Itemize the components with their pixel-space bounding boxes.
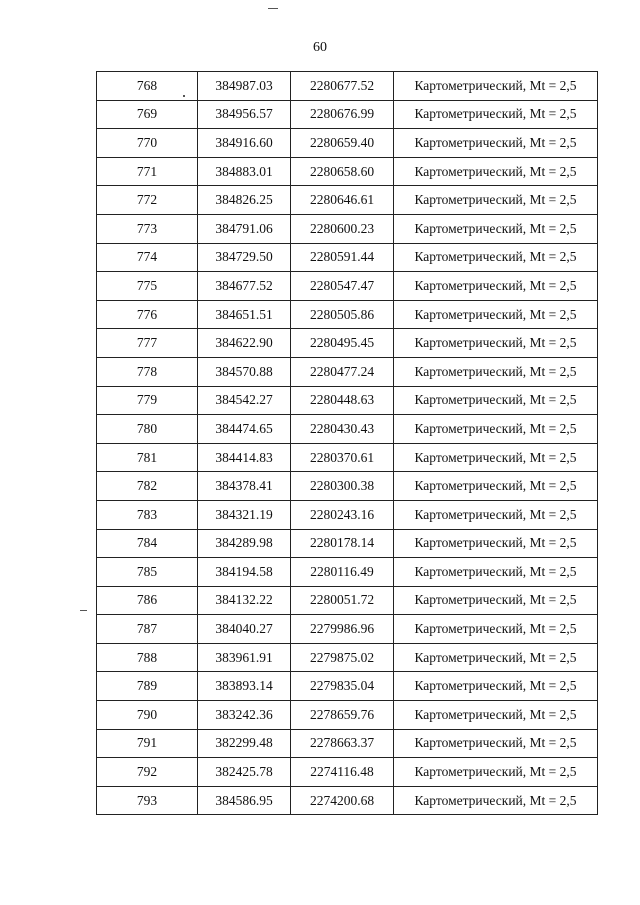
method-cell: Картометрический, Mt = 2,5 [394, 758, 598, 787]
y-coordinate-cell: 2280600.23 [291, 214, 394, 243]
point-number-cell: 782 [97, 472, 198, 501]
method-cell: Картометрический, Mt = 2,5 [394, 129, 598, 158]
y-coordinate-cell: 2280430.43 [291, 415, 394, 444]
table-row [97, 643, 598, 672]
method-cell: Картометрический, Mt = 2,5 [394, 214, 598, 243]
method-cell: Картометрический, Mt = 2,5 [394, 500, 598, 529]
x-coordinate-cell: 384826.25 [198, 186, 291, 215]
point-number-cell: 769 [97, 100, 198, 129]
x-coordinate-cell: 384132.22 [198, 586, 291, 615]
method-cell: Картометрический, Mt = 2,5 [394, 443, 598, 472]
point-number-cell: 780 [97, 415, 198, 444]
table-row [97, 329, 598, 358]
y-coordinate-cell: 2274116.48 [291, 758, 394, 787]
table-row [97, 758, 598, 787]
point-number-cell: 774 [97, 243, 198, 272]
x-coordinate-cell: 384542.27 [198, 386, 291, 415]
point-number-cell: 790 [97, 701, 198, 730]
point-number-cell: 783 [97, 500, 198, 529]
point-number-cell: 777 [97, 329, 198, 358]
method-cell: Картометрический, Mt = 2,5 [394, 701, 598, 730]
y-coordinate-cell: 2280677.52 [291, 72, 394, 101]
method-cell: Картометрический, Mt = 2,5 [394, 329, 598, 358]
point-number-cell: 786 [97, 586, 198, 615]
method-cell: Картометрический, Mt = 2,5 [394, 357, 598, 386]
x-coordinate-cell: 384378.41 [198, 472, 291, 501]
y-coordinate-cell: 2280658.60 [291, 157, 394, 186]
x-coordinate-cell: 384040.27 [198, 615, 291, 644]
y-coordinate-cell: 2280370.61 [291, 443, 394, 472]
table-row [97, 214, 598, 243]
table-row [97, 72, 598, 101]
y-coordinate-cell: 2280505.86 [291, 300, 394, 329]
y-coordinate-cell: 2280477.24 [291, 357, 394, 386]
table-row [97, 186, 598, 215]
table-row [97, 100, 598, 129]
method-cell: Картометрический, Mt = 2,5 [394, 100, 598, 129]
point-number-cell: 773 [97, 214, 198, 243]
point-number-cell: 779 [97, 386, 198, 415]
x-coordinate-cell: 382425.78 [198, 758, 291, 787]
table-row [97, 615, 598, 644]
method-cell: Картометрический, Mt = 2,5 [394, 643, 598, 672]
x-coordinate-cell: 384729.50 [198, 243, 291, 272]
method-cell: Картометрический, Mt = 2,5 [394, 472, 598, 501]
y-coordinate-cell: 2280300.38 [291, 472, 394, 501]
point-number-cell: 776 [97, 300, 198, 329]
method-cell: Картометрический, Mt = 2,5 [394, 415, 598, 444]
x-coordinate-cell: 384651.51 [198, 300, 291, 329]
y-coordinate-cell: 2280051.72 [291, 586, 394, 615]
method-cell: Картометрический, Mt = 2,5 [394, 157, 598, 186]
method-cell: Картометрический, Mt = 2,5 [394, 186, 598, 215]
y-coordinate-cell: 2274200.68 [291, 786, 394, 815]
x-coordinate-cell: 383961.91 [198, 643, 291, 672]
y-coordinate-cell: 2278663.37 [291, 729, 394, 758]
table-row [97, 529, 598, 558]
method-cell: Картометрический, Mt = 2,5 [394, 586, 598, 615]
table-row [97, 243, 598, 272]
table-row [97, 672, 598, 701]
point-number-cell: 791 [97, 729, 198, 758]
y-coordinate-cell: 2279835.04 [291, 672, 394, 701]
page-number: 60 [313, 40, 327, 55]
table-row [97, 129, 598, 158]
y-coordinate-cell: 2280676.99 [291, 100, 394, 129]
point-number-cell: 793 [97, 786, 198, 815]
table-row [97, 357, 598, 386]
point-number-cell: 784 [97, 529, 198, 558]
point-number-cell: 788 [97, 643, 198, 672]
y-coordinate-cell: 2280178.14 [291, 529, 394, 558]
table-row [97, 729, 598, 758]
x-coordinate-cell: 383893.14 [198, 672, 291, 701]
x-coordinate-cell: 384194.58 [198, 558, 291, 587]
table-row [97, 500, 598, 529]
x-coordinate-cell: 384414.83 [198, 443, 291, 472]
y-coordinate-cell: 2280495.45 [291, 329, 394, 358]
y-coordinate-cell: 2280448.63 [291, 386, 394, 415]
table-row [97, 786, 598, 815]
y-coordinate-cell: 2280243.16 [291, 500, 394, 529]
method-cell: Картометрический, Mt = 2,5 [394, 729, 598, 758]
scan-mark-left [80, 610, 87, 611]
x-coordinate-cell: 383242.36 [198, 701, 291, 730]
x-coordinate-cell: 382299.48 [198, 729, 291, 758]
x-coordinate-cell: 384474.65 [198, 415, 291, 444]
y-coordinate-cell: 2279875.02 [291, 643, 394, 672]
table-row [97, 586, 598, 615]
point-number-cell: 770 [97, 129, 198, 158]
point-number-cell: 792 [97, 758, 198, 787]
table-row [97, 472, 598, 501]
method-cell: Картометрический, Mt = 2,5 [394, 386, 598, 415]
method-cell: Картометрический, Mt = 2,5 [394, 72, 598, 101]
x-coordinate-cell: 384916.60 [198, 129, 291, 158]
x-coordinate-cell: 384677.52 [198, 272, 291, 301]
point-number-cell: 775 [97, 272, 198, 301]
y-coordinate-cell: 2280646.61 [291, 186, 394, 215]
y-coordinate-cell: 2280591.44 [291, 243, 394, 272]
method-cell: Картометрический, Mt = 2,5 [394, 558, 598, 587]
scan-mark-top [268, 8, 278, 9]
x-coordinate-cell: 384622.90 [198, 329, 291, 358]
y-coordinate-cell: 2278659.76 [291, 701, 394, 730]
table-row [97, 558, 598, 587]
table-row [97, 415, 598, 444]
table-row [97, 300, 598, 329]
y-coordinate-cell: 2279986.96 [291, 615, 394, 644]
y-coordinate-cell: 2280547.47 [291, 272, 394, 301]
method-cell: Картометрический, Mt = 2,5 [394, 300, 598, 329]
method-cell: Картометрический, Mt = 2,5 [394, 272, 598, 301]
x-coordinate-cell: 384586.95 [198, 786, 291, 815]
point-number-cell: 771 [97, 157, 198, 186]
point-number-cell: 778 [97, 357, 198, 386]
x-coordinate-cell: 384321.19 [198, 500, 291, 529]
coordinates-table [96, 71, 598, 815]
point-number-cell: 787 [97, 615, 198, 644]
method-cell: Картометрический, Mt = 2,5 [394, 615, 598, 644]
point-number-cell: 781 [97, 443, 198, 472]
table-row [97, 386, 598, 415]
table-row [97, 157, 598, 186]
point-number-cell: 772 [97, 186, 198, 215]
x-coordinate-cell: 384791.06 [198, 214, 291, 243]
y-coordinate-cell: 2280116.49 [291, 558, 394, 587]
point-number-cell: 768 [97, 72, 198, 101]
method-cell: Картометрический, Mt = 2,5 [394, 529, 598, 558]
point-number-cell: 789 [97, 672, 198, 701]
table-row [97, 272, 598, 301]
table-row [97, 443, 598, 472]
x-coordinate-cell: 384987.03 [198, 72, 291, 101]
x-coordinate-cell: 384289.98 [198, 529, 291, 558]
table-row [97, 701, 598, 730]
method-cell: Картометрический, Mt = 2,5 [394, 672, 598, 701]
coordinates-table-body [97, 72, 598, 815]
y-coordinate-cell: 2280659.40 [291, 129, 394, 158]
x-coordinate-cell: 384883.01 [198, 157, 291, 186]
method-cell: Картометрический, Mt = 2,5 [394, 243, 598, 272]
point-number-cell: 785 [97, 558, 198, 587]
method-cell: Картометрический, Mt = 2,5 [394, 786, 598, 815]
x-coordinate-cell: 384570.88 [198, 357, 291, 386]
x-coordinate-cell: 384956.57 [198, 100, 291, 129]
